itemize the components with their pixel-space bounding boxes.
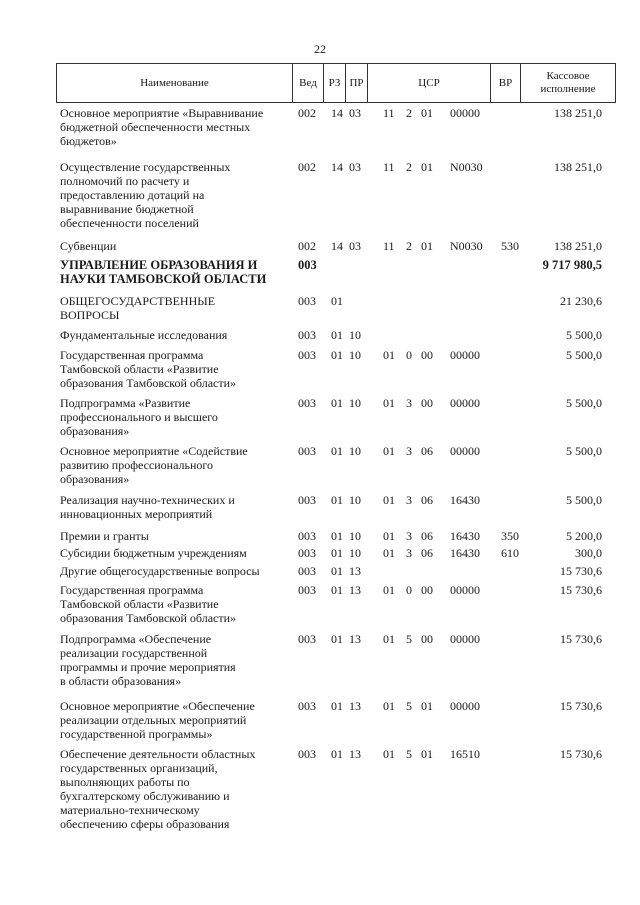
cell-c2: 3 [406,529,412,543]
cell-vr: 610 [501,546,519,560]
header-rz: РЗ [324,64,346,102]
cell-c3: 00 [421,583,433,597]
cell-c1: 11 [383,239,395,253]
cell-amount: 9 717 980,5 [542,258,602,272]
cell-rz: 01 [331,583,343,597]
cell-c3: 01 [421,699,433,713]
cell-name: Основное мероприятие «Выравнивание бюджетной обеспеченности местных бюджетов» [60,106,264,148]
cell-name: Подпрограмма «Развитие профессионального и высшего образования» [60,396,218,438]
header-pr: ПР [346,64,368,102]
cell-c1: 01 [383,348,395,362]
cell-ved: 003 [298,546,316,560]
cell-amount: 15 730,6 [560,747,602,761]
cell-ved: 002 [298,239,316,253]
cell-ved: 003 [298,564,316,578]
cell-ved: 003 [298,529,316,543]
cell-ved: 002 [298,106,316,120]
cell-c4: 16430 [450,546,480,560]
cell-name: Обеспечение деятельности областных государственных организаций, выполняющих работы по бухгалтерскому обслуживанию и материально-техническому обеспечению сферы образования [60,747,256,831]
cell-c4: 00000 [450,106,480,120]
cell-amount: 15 730,6 [560,632,602,646]
page-number: 22 [314,42,326,56]
cell-ved: 002 [298,160,316,174]
cell-c1: 11 [383,106,395,120]
cell-c3: 01 [421,747,433,761]
cell-amount: 5 500,0 [566,328,602,342]
cell-rz: 01 [331,632,343,646]
cell-name: УПРАВЛЕНИЕ ОБРАЗОВАНИЯ И НАУКИ ТАМБОВСКОЙ ОБЛАСТИ [60,258,267,286]
cell-rz: 01 [331,699,343,713]
cell-c2: 3 [406,546,412,560]
cell-amount: 138 251,0 [554,106,602,120]
cell-pr: 13 [349,699,361,713]
cell-c1: 01 [383,493,395,507]
cell-name: Государственная программа Тамбовской области «Развитие образования Тамбовской области» [60,348,237,390]
cell-c1: 01 [383,546,395,560]
cell-pr: 03 [349,160,361,174]
table-header [56,63,616,103]
cell-name: Субсидии бюджетным учреждениям [60,546,247,560]
cell-c2: 5 [406,699,412,713]
cell-ved: 003 [298,493,316,507]
cell-rz: 01 [331,348,343,362]
cell-amount: 5 500,0 [566,396,602,410]
cell-rz: 14 [331,239,343,253]
cell-c4: N0030 [450,239,483,253]
cell-rz: 01 [331,328,343,342]
cell-amount: 138 251,0 [554,160,602,174]
cell-pr: 13 [349,583,361,597]
cell-c3: 01 [421,239,433,253]
cell-name: ОБЩЕГОСУДАРСТВЕННЫЕ ВОПРОСЫ [60,294,216,322]
cell-pr: 13 [349,564,361,578]
cell-c2: 5 [406,747,412,761]
header-csr: ЦСР [368,64,491,102]
cell-c3: 01 [421,160,433,174]
cell-name: Подпрограмма «Обеспечение реализации государственной программы и прочие мероприятия в области образования» [60,632,236,688]
cell-ved: 003 [298,328,316,342]
header-amount: Кассовое исполнение [540,70,596,95]
cell-name: Государственная программа Тамбовской области «Развитие образования Тамбовской области» [60,583,237,625]
cell-c2: 2 [406,106,412,120]
cell-c4: 00000 [450,699,480,713]
cell-c3: 06 [421,444,433,458]
cell-amount: 21 230,6 [560,294,602,308]
cell-amount: 5 500,0 [566,348,602,362]
cell-c2: 3 [406,493,412,507]
cell-pr: 03 [349,106,361,120]
header-vr: ВР [491,64,521,102]
cell-ved: 003 [298,396,316,410]
cell-c2: 2 [406,160,412,174]
cell-pr: 10 [349,493,361,507]
cell-name: Основное мероприятие «Содействие развитию профессионального образования» [60,444,248,486]
cell-vr: 530 [501,239,519,253]
cell-c4: 16430 [450,493,480,507]
cell-ved: 003 [298,747,316,761]
cell-pr: 10 [349,348,361,362]
cell-vr: 350 [501,529,519,543]
cell-c3: 00 [421,348,433,362]
cell-c2: 3 [406,396,412,410]
cell-c3: 00 [421,396,433,410]
cell-c1: 11 [383,160,395,174]
header-ved: Вед [293,64,324,102]
cell-pr: 10 [349,529,361,543]
cell-pr: 10 [349,396,361,410]
cell-c2: 3 [406,444,412,458]
header-name: Наименование [57,64,293,102]
cell-c4: 16430 [450,529,480,543]
cell-c1: 01 [383,632,395,646]
cell-pr: 10 [349,546,361,560]
cell-rz: 01 [331,396,343,410]
cell-name: Другие общегосударственные вопросы [60,564,260,578]
cell-rz: 01 [331,493,343,507]
cell-c3: 06 [421,529,433,543]
cell-c3: 00 [421,632,433,646]
cell-rz: 01 [331,747,343,761]
cell-amount: 15 730,6 [560,699,602,713]
cell-amount: 15 730,6 [560,583,602,597]
cell-c2: 0 [406,348,412,362]
cell-c1: 01 [383,444,395,458]
cell-amount: 5 500,0 [566,444,602,458]
cell-pr: 03 [349,239,361,253]
cell-c4: N0030 [450,160,483,174]
cell-ved: 003 [298,444,316,458]
cell-c2: 5 [406,632,412,646]
cell-ved: 003 [298,348,316,362]
cell-rz: 01 [331,564,343,578]
cell-name: Фундаментальные исследования [60,328,228,342]
cell-c4: 00000 [450,348,480,362]
cell-name: Премии и гранты [60,529,149,543]
cell-pr: 13 [349,747,361,761]
cell-ved: 003 [298,258,317,272]
cell-pr: 13 [349,632,361,646]
cell-c3: 06 [421,546,433,560]
cell-amount: 5 500,0 [566,493,602,507]
cell-c4: 16510 [450,747,480,761]
cell-c4: 00000 [450,396,480,410]
cell-c3: 01 [421,106,433,120]
cell-rz: 01 [331,529,343,543]
cell-c1: 01 [383,529,395,543]
cell-ved: 003 [298,632,316,646]
cell-rz: 14 [331,106,343,120]
cell-c4: 00000 [450,632,480,646]
cell-c2: 2 [406,239,412,253]
cell-name: Основное мероприятие «Обеспечение реализации отдельных мероприятий государственной программы» [60,699,255,741]
cell-c2: 0 [406,583,412,597]
cell-rz: 01 [331,444,343,458]
cell-ved: 003 [298,699,316,713]
cell-c1: 01 [383,583,395,597]
cell-name: Реализация научно-технических и инновационных мероприятий [60,493,235,521]
cell-rz: 14 [331,160,343,174]
cell-c3: 06 [421,493,433,507]
cell-rz: 01 [331,294,343,308]
cell-c1: 01 [383,396,395,410]
cell-ved: 003 [298,583,316,597]
cell-pr: 10 [349,328,361,342]
cell-name: Осуществление государственных полномочий по расчету и предоставлению дотаций на выравнивание бюджетной обеспеченности поселений [60,160,231,230]
cell-rz: 01 [331,546,343,560]
cell-c1: 01 [383,699,395,713]
cell-pr: 10 [349,444,361,458]
cell-name: Субвенции [60,239,117,253]
cell-amount: 5 200,0 [566,529,602,543]
cell-ved: 003 [298,294,316,308]
cell-amount: 300,0 [575,546,602,560]
cell-c1: 01 [383,747,395,761]
cell-amount: 15 730,6 [560,564,602,578]
cell-amount: 138 251,0 [554,239,602,253]
cell-c4: 00000 [450,583,480,597]
cell-c4: 00000 [450,444,480,458]
